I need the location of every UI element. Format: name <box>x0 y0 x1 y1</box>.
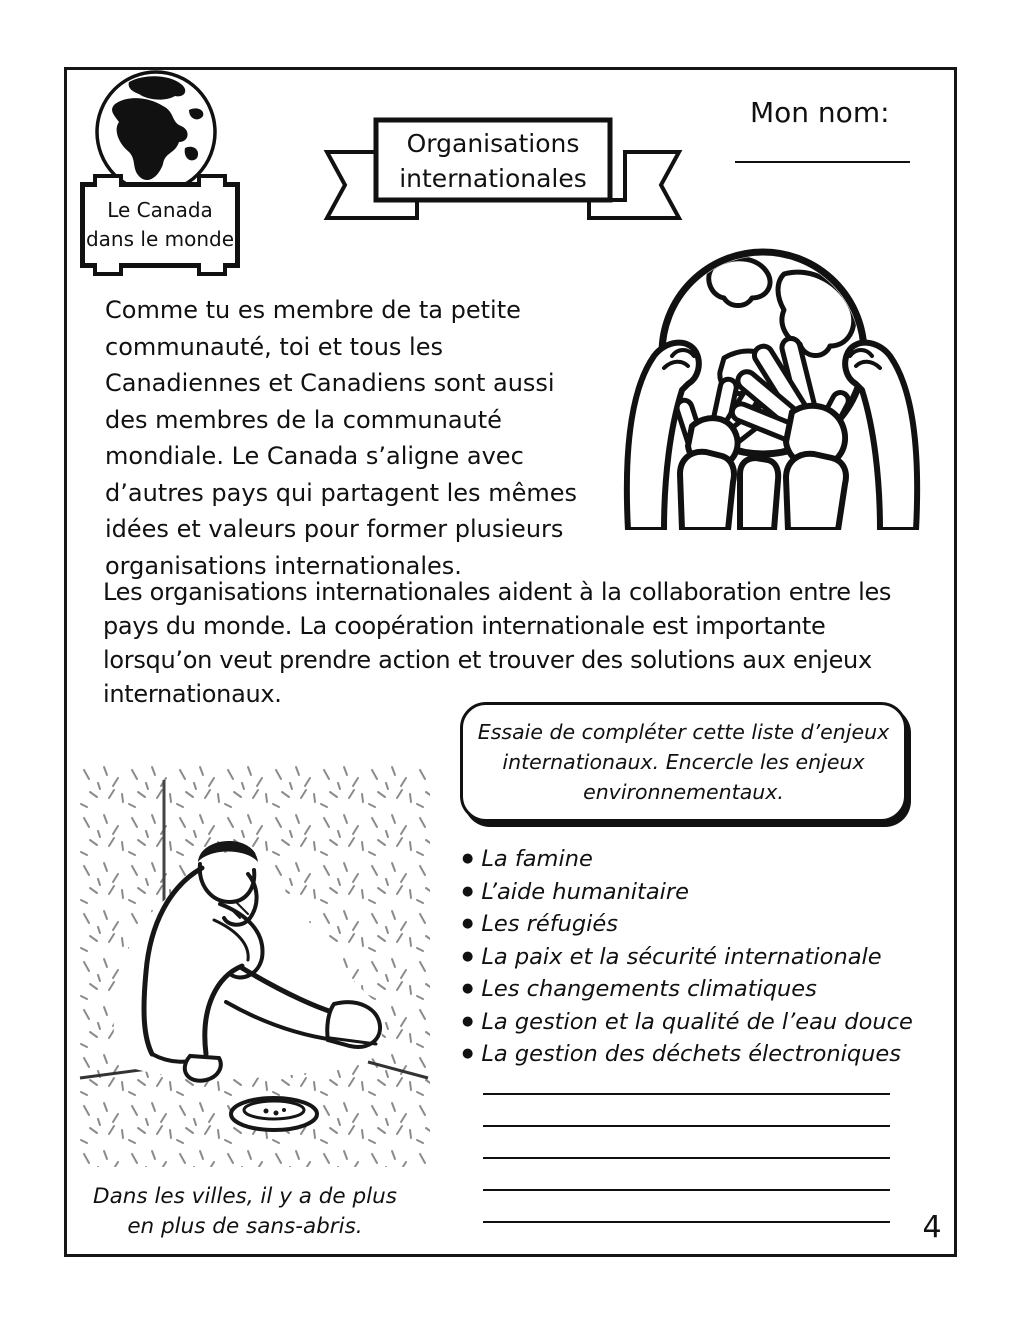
issue-item <box>462 911 908 944</box>
bullet-icon: ● <box>462 948 474 964</box>
unit-badge-line1: Le Canada <box>107 198 213 222</box>
task-instruction-box: Essaie de compléter cette liste d’enjeux internationaux. Encercle les enjeux environnementaux. <box>460 702 907 822</box>
bullet-icon: ● <box>462 1013 474 1029</box>
middle-forearm <box>740 458 778 530</box>
issue-text: L’aide humanitaire <box>481 878 689 905</box>
bullet-icon: ● <box>462 916 474 931</box>
bullet-icon: ● <box>462 1046 474 1061</box>
bullet-icon: ● <box>462 883 474 899</box>
image-caption: Dans les villes, il y a de plus en plus de sans-abris. <box>93 1184 397 1239</box>
bullet-icon: ● <box>462 981 474 996</box>
page-title-line2: internationales <box>399 164 587 193</box>
globe-icon <box>85 70 227 188</box>
answer-line[interactable] <box>483 1093 890 1095</box>
answer-line[interactable] <box>483 1157 890 1159</box>
right-outer-hand <box>845 343 917 530</box>
page-title-line1: Organisations <box>406 129 580 158</box>
issues-list <box>462 846 913 1074</box>
intro-paragraph: Comme tu es membre de ta petite communauté, toi et tous les Canadiennes et Canadiens sont aussi des membres de la communauté mondiale. Le Canada s’aligne avec d’autres pays qui partagent les mêmes idées et valeurs pour former plusieurs organisations internationales. <box>105 296 577 580</box>
issue-text: Les réfugiés <box>481 911 618 937</box>
issue-text: La gestion et la qualité de l’eau douce <box>481 1008 913 1035</box>
issue-text: La paix et la sécurité internationale <box>481 943 882 970</box>
issue-item <box>462 944 908 977</box>
plaque-tab <box>197 174 227 187</box>
name-label: Mon nom: <box>750 96 890 129</box>
issue-item <box>462 1008 913 1042</box>
bullet-icon: ● <box>462 851 474 866</box>
plaque-tab <box>93 174 123 187</box>
issue-item <box>462 846 908 879</box>
page-number: 4 <box>922 1210 942 1245</box>
collaboration-paragraph: Les organisations internationales aident à la collaboration entre les pays du monde. La coopération internationale est importante lorsqu’on veut prendre action et trouver des solutions aux enjeux internationaux. <box>103 578 892 708</box>
issue-text: La gestion des déchets électroniques <box>481 1041 901 1067</box>
title-banner <box>317 116 689 226</box>
issue-item <box>462 976 908 1009</box>
plaque-tab <box>197 263 227 276</box>
issue-text: Les changements climatiques <box>481 976 817 1002</box>
unit-badge <box>80 182 240 268</box>
hands-globe-illustration <box>616 240 928 530</box>
answer-line[interactable] <box>483 1189 890 1191</box>
plaque-tab <box>93 263 123 276</box>
name-line[interactable] <box>735 161 910 163</box>
answer-line[interactable] <box>483 1221 890 1223</box>
issue-item <box>462 1041 908 1074</box>
issue-text: La famine <box>481 846 593 872</box>
issue-item <box>462 879 908 912</box>
unit-badge-line2: dans le monde <box>85 227 235 251</box>
page-title <box>376 122 610 200</box>
answer-line[interactable] <box>483 1125 890 1127</box>
homeless-illustration <box>78 762 430 1167</box>
